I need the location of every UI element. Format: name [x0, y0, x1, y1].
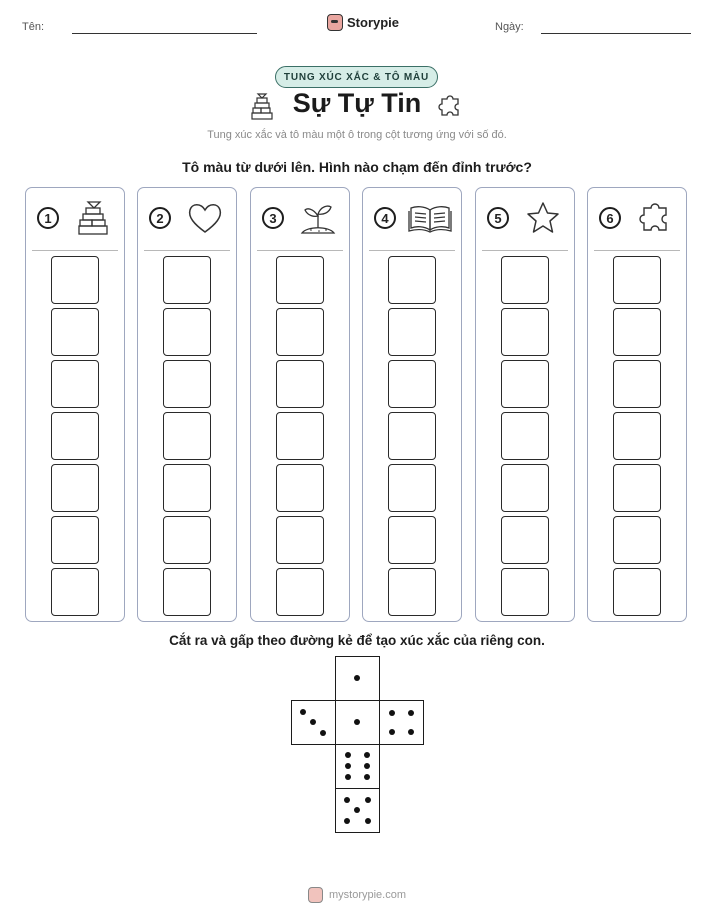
dice-pip	[345, 763, 351, 769]
dice-pip	[345, 752, 351, 758]
column-divider	[257, 250, 343, 251]
footer-url[interactable]: mystorypie.com	[328, 889, 407, 901]
heart-icon	[186, 198, 224, 238]
color-cell[interactable]	[276, 412, 324, 460]
footer	[0, 887, 714, 903]
dice-pip	[344, 818, 350, 824]
page-title: Sự Tự Tin	[292, 88, 422, 118]
dice-face-1	[335, 700, 380, 745]
color-cell[interactable]	[51, 308, 99, 356]
color-cell[interactable]	[163, 360, 211, 408]
name-label: Tên:	[22, 21, 45, 33]
dice-pip	[354, 675, 360, 681]
column-6	[587, 187, 687, 622]
column-number: 6	[599, 207, 621, 229]
open-book-icon	[407, 198, 453, 238]
date-line[interactable]	[541, 33, 691, 34]
column-3	[250, 187, 350, 622]
puzzle-piece-icon	[437, 92, 465, 120]
color-cell[interactable]	[51, 360, 99, 408]
dice-pip	[345, 774, 351, 780]
column-5	[475, 187, 575, 622]
color-cell[interactable]	[613, 568, 661, 616]
color-cell[interactable]	[388, 360, 436, 408]
color-cell[interactable]	[51, 464, 99, 512]
column-number: 2	[149, 207, 171, 229]
dice-pip	[364, 763, 370, 769]
dice-instruction: Cắt ra và gấp theo đường kẻ để tạo xúc xắc của riêng con.	[169, 633, 545, 648]
color-cell[interactable]	[388, 568, 436, 616]
dice-pip	[364, 752, 370, 758]
column-divider	[144, 250, 230, 251]
dice-pip	[389, 710, 395, 716]
color-cell[interactable]	[613, 308, 661, 356]
color-cell[interactable]	[51, 412, 99, 460]
dice-face-3	[291, 700, 336, 745]
column-divider	[594, 250, 680, 251]
color-cell[interactable]	[501, 360, 549, 408]
subtitle: Tung xúc xắc và tô màu một ô trong cột tương ứng với số đó.	[207, 129, 507, 141]
column-divider	[482, 250, 568, 251]
name-line[interactable]	[72, 33, 257, 34]
column-number: 5	[487, 207, 509, 229]
column-2	[137, 187, 237, 622]
color-cell[interactable]	[163, 256, 211, 304]
color-cell[interactable]	[388, 256, 436, 304]
dice-pip	[408, 710, 414, 716]
color-cell[interactable]	[613, 412, 661, 460]
color-cell[interactable]	[163, 412, 211, 460]
color-cell[interactable]	[613, 256, 661, 304]
dice-pip	[365, 818, 371, 824]
color-cell[interactable]	[388, 412, 436, 460]
dice-face-5	[335, 788, 380, 833]
sprout-icon	[299, 198, 337, 238]
dice-pip	[365, 797, 371, 803]
dice-pip	[320, 730, 326, 736]
color-cell[interactable]	[276, 256, 324, 304]
storypie-mascot-icon	[308, 887, 323, 903]
color-cell[interactable]	[163, 308, 211, 356]
dice-face-4	[379, 700, 424, 745]
color-cell[interactable]	[501, 256, 549, 304]
color-cell[interactable]	[163, 568, 211, 616]
color-cell[interactable]	[501, 568, 549, 616]
column-number: 1	[37, 207, 59, 229]
color-cell[interactable]	[51, 568, 99, 616]
dice-pip	[354, 807, 360, 813]
color-cell[interactable]	[276, 360, 324, 408]
column-1	[25, 187, 125, 622]
brand-name: Storypie	[347, 15, 400, 30]
color-cell[interactable]	[613, 464, 661, 512]
dice-pip	[408, 729, 414, 735]
color-cell[interactable]	[276, 568, 324, 616]
storypie-mascot-icon	[327, 14, 343, 31]
coloring-instruction: Tô màu từ dưới lên. Hình nào chạm đến đỉnh trước?	[182, 159, 532, 175]
color-cell[interactable]	[276, 464, 324, 512]
color-cell[interactable]	[613, 516, 661, 564]
color-cell[interactable]	[163, 464, 211, 512]
color-cell[interactable]	[51, 516, 99, 564]
color-cell[interactable]	[276, 308, 324, 356]
color-cell[interactable]	[276, 516, 324, 564]
block-tower-icon	[74, 198, 112, 238]
color-cell[interactable]	[388, 516, 436, 564]
dice-pip	[344, 797, 350, 803]
color-cell[interactable]	[388, 464, 436, 512]
column-number: 3	[262, 207, 284, 229]
column-divider	[369, 250, 455, 251]
dice-pip	[310, 719, 316, 725]
color-cell[interactable]	[51, 256, 99, 304]
color-cell[interactable]	[163, 516, 211, 564]
dice-face-1	[335, 656, 380, 701]
brand-logo	[327, 14, 399, 31]
color-cell[interactable]	[613, 360, 661, 408]
color-cell[interactable]	[501, 464, 549, 512]
star-icon	[524, 198, 562, 238]
dice-pip	[354, 719, 360, 725]
column-number: 4	[374, 207, 396, 229]
dice-pip	[300, 709, 306, 715]
color-cell[interactable]	[388, 308, 436, 356]
puzzle-piece-icon	[636, 198, 674, 238]
date-label: Ngày:	[495, 21, 524, 33]
activity-tag: TUNG XÚC XẮC & TÔ MÀU	[275, 66, 438, 88]
column-4	[362, 187, 462, 622]
color-cell[interactable]	[501, 308, 549, 356]
dice-face-6	[335, 744, 380, 789]
dice-pip	[364, 774, 370, 780]
color-cell[interactable]	[501, 412, 549, 460]
column-divider	[32, 250, 118, 251]
dice-pip	[389, 729, 395, 735]
color-cell[interactable]	[501, 516, 549, 564]
